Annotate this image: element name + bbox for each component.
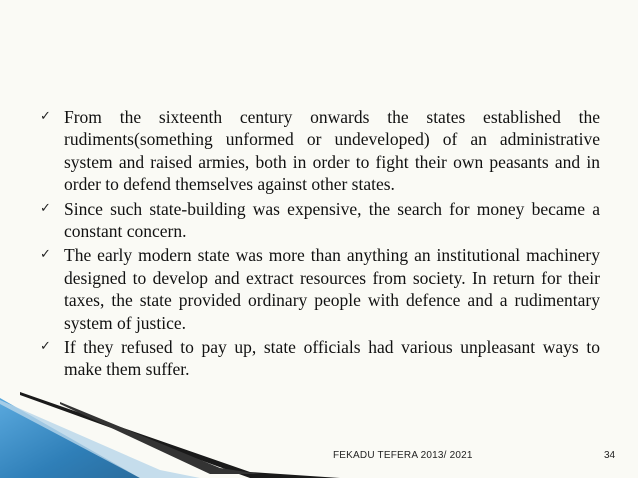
bullet-item — [40, 336, 600, 381]
bullet-item — [40, 244, 600, 334]
check-mark-icon: ✓ — [40, 339, 51, 355]
bullet-item — [40, 198, 600, 243]
bullet-text: From the sixteenth century onwards the states established the rudiments(something unformed or undeveloped) of an administrative system and raised armies, both in order to fight their own peasants and in order to defend themselves against other states. — [64, 107, 600, 195]
page-number: 34 — [604, 450, 616, 461]
bullet-text: The early modern state was more than anything an institutional machinery designed to develop and extract resources from society. In return for their taxes, the state provided ordinary people with defence and a rudimentary system of justice. — [64, 245, 600, 333]
footer-author: FEKADU TEFERA 2013/ 2021 — [333, 450, 473, 461]
check-mark-icon: ✓ — [40, 200, 51, 216]
bullet-list — [40, 106, 600, 383]
decorative-swoosh — [0, 380, 340, 478]
bullet-text: Since such state-building was expensive, the search for money became a constant concern. — [64, 198, 600, 242]
check-mark-icon: ✓ — [40, 109, 51, 124]
check-mark-icon: ✓ — [40, 247, 51, 263]
bullet-item — [40, 106, 600, 196]
bullet-text: If they refused to pay up, state officials had various unpleasant ways to make them suffer. — [64, 337, 600, 380]
